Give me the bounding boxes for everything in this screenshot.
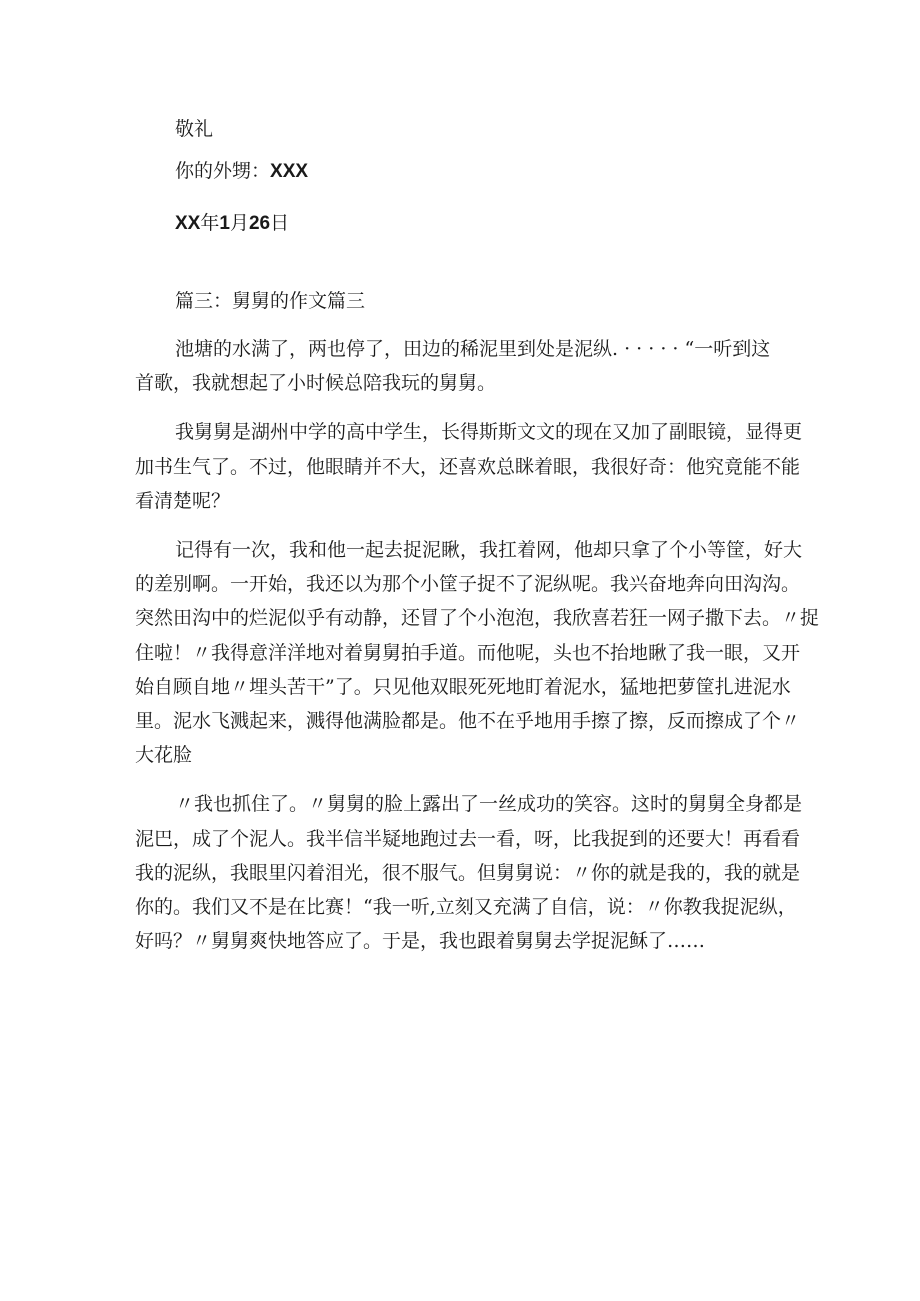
paragraph-line: 你的。我们又不是在比赛！“我一听,立刻又充满了自信，说：〃你教我捉泥纵， — [135, 896, 797, 919]
paragraph-line: 始自顾自地〃埋头苦干”了。只见他双眼死死地盯着泥水，猛地把萝筐扎进泥水 — [135, 675, 791, 698]
signature-name: XXX — [270, 161, 309, 182]
paragraph-line: 好吗？〃舅舅爽快地答应了。于是，我也跟着舅舅去学捉泥稣了…… — [135, 930, 706, 953]
paragraph-1 — [135, 332, 795, 400]
paragraph-line: 记得有一次，我和他一起去捉泥瞅，我扛着网，他却只拿了个小等筐，好大 — [175, 539, 803, 562]
paragraph-line: 突然田沟中的烂泥似乎有动静，还冒了个小泡泡，我欣喜若狂一网子撒下去。〃捉 — [135, 607, 820, 630]
paragraph-3 — [135, 533, 820, 772]
section-title: 篇三：舅舅的作文篇三 — [175, 290, 366, 312]
paragraph-line: 里。泥水飞溅起来，溅得他满脸都是。他不在乎地用手擦了擦，反而擦成了个〃 — [135, 710, 801, 733]
document-page — [135, 112, 820, 958]
letter-signature — [175, 154, 795, 206]
paragraph-line: 泥巴，成了个泥人。我半信半疑地跑过去一看，呀，比我捉到的还要大！再看看 — [135, 827, 801, 850]
paragraph-line: 的差别啊。一开始，我还以为那个小筐子捉不了泥纵呢。我兴奋地奔向田沟沟。 — [135, 573, 801, 596]
date-year-unit: 年 — [200, 212, 220, 234]
paragraph-line: 池塘的水满了，两也停了，田边的稀泥里到处是泥纵. · · · · · “一听到这 — [175, 338, 771, 360]
date-month-unit: 月 — [229, 212, 249, 234]
letter-closing: 敬礼 — [175, 118, 214, 140]
paragraph-line: 加书生气了。不过，他眼睛并不大，还喜欢总眯着眼，我很好奇：他究竟能不能 — [135, 455, 801, 478]
paragraph-line: 首歌，我就想起了小时候总陪我玩的舅舅。 — [135, 372, 497, 395]
paragraph-line: 看清楚呢？ — [135, 489, 231, 512]
paragraph-line: 住啦！〃我得意洋洋地对着舅舅拍手道。而他呢，头也不抬地瞅了我一眼，又开 — [135, 641, 801, 664]
paragraph-4 — [135, 787, 803, 958]
paragraph-line: 〃我也抓住了。〃舅舅的脸上露出了一丝成功的笑容。这时的舅舅全身都是 — [175, 793, 803, 816]
date-month: 1 — [219, 213, 230, 234]
paragraph-line: 我的泥纵，我眼里闪着泪光，很不服气。但舅舅说：〃你的就是我的，我的就是 — [135, 861, 801, 884]
paragraph-line: 大花脸 — [135, 744, 193, 767]
paragraph-2 — [135, 415, 803, 518]
paragraph-line: 我舅舅是湖州中学的高中学生，长得斯斯文文的现在又加了副眼镜，显得更 — [175, 421, 803, 444]
signature-label: 你的外甥： — [175, 160, 271, 182]
letter-date — [175, 206, 795, 258]
date-year: XX — [175, 213, 201, 234]
date-day: 26 — [248, 213, 271, 234]
date-day-unit: 日 — [270, 212, 290, 234]
